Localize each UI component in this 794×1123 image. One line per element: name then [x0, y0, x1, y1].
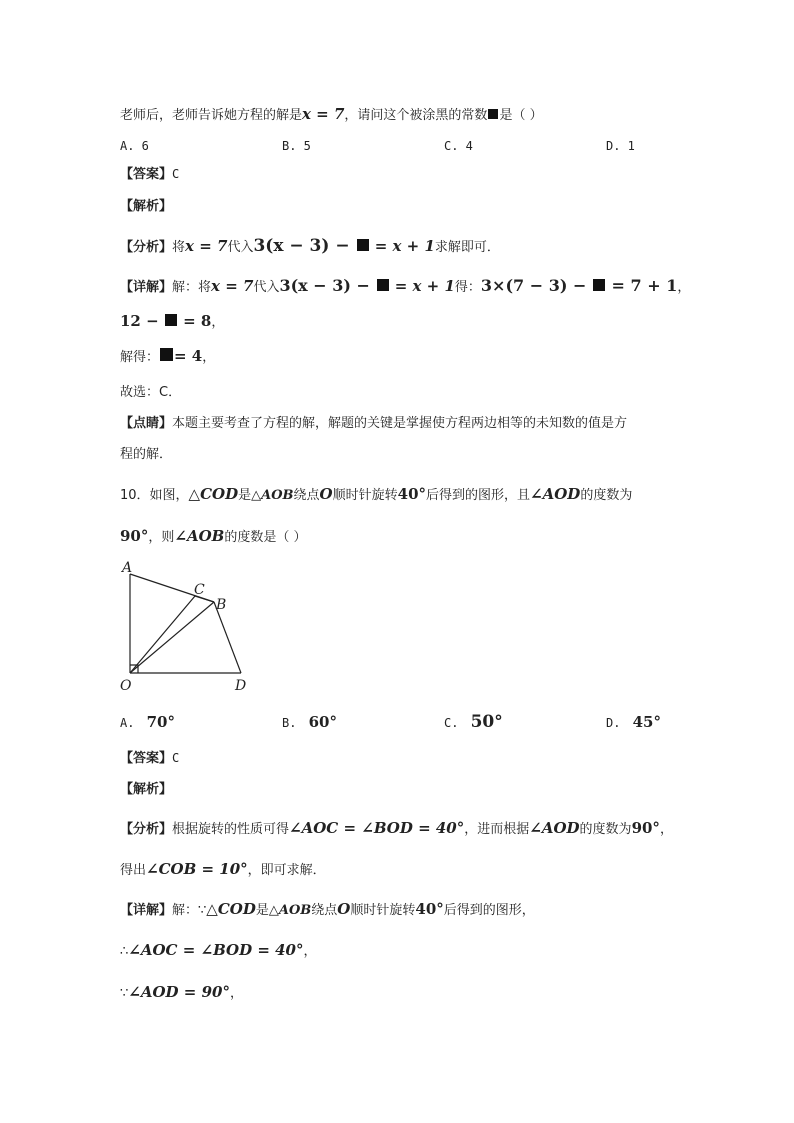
blacked-constant-icon — [165, 314, 177, 326]
because-icon: ∵ — [120, 986, 129, 1001]
q9-option-a: A. 6 — [120, 139, 149, 153]
q9-xiangjie-text-c: 得： — [454, 280, 481, 295]
q9-answer-line — [120, 164, 179, 185]
q10-analysis-label: 【解析】 — [120, 782, 173, 797]
q10-analysis-tag — [120, 780, 172, 800]
q10-xiangjie-a: 解：∵ — [172, 903, 207, 918]
q10-xiangjie-is: 是 — [255, 903, 269, 918]
q10-rot-c: 后得到的图形，且 — [426, 488, 531, 503]
q10-ask: 的度数是（ ） — [224, 530, 307, 545]
q9-xiangjie-eq-a: 3(x − 3) − — [279, 276, 376, 295]
q9-jiede-b: = 4 — [174, 347, 203, 365]
q10-rot-a: 绕点 — [293, 488, 320, 503]
rotation-figure — [110, 556, 260, 696]
q9-xiangjie-text-b: 代入 — [253, 280, 280, 295]
q10-angle-aod: ∠AOD — [530, 485, 581, 503]
q10-answer-tag: 【答案】 — [120, 751, 173, 766]
q10-dechu-line — [120, 859, 326, 881]
q9-option-d: D. 1 — [606, 139, 635, 153]
q10-xiangjie-b: 绕点 — [311, 903, 338, 918]
q9-fenxi-text-c: 求解即可． — [434, 240, 500, 255]
q10-stem-line — [120, 484, 632, 506]
q10-dechu-a: 得出 — [120, 863, 147, 878]
q10-fenxi-c: 的度数为 — [579, 822, 632, 837]
q9-fenxi-eq-b: = x + 1 — [369, 237, 435, 255]
q10-option-c-value: 50° — [470, 712, 503, 732]
q10-xiangjie-tag: 【详解】 — [120, 903, 173, 918]
q10-therefore-eq: ∠AOC = ∠BOD = 40° — [128, 941, 304, 959]
q9-xiangjie-eq-b: = x + 1 — [389, 277, 455, 295]
q9-answer-tag: 【答案】 — [120, 167, 173, 182]
q9-dianjing-line — [120, 414, 627, 434]
q10-stem-line-2 — [120, 526, 306, 548]
q10-tri-cod: △COD — [188, 485, 239, 503]
q9-xiangjie-eq2-a: 3×(7 − 3) − — [480, 276, 592, 295]
q9-guxuan: 故选：C． — [120, 385, 182, 400]
q10-rot-b: 顺时针旋转 — [332, 488, 398, 503]
q10-fenxi-tag: 【分析】 — [120, 822, 173, 837]
q10-angle-aob: ∠AOB — [174, 527, 225, 545]
q10-xiangjie-c: 顺时针旋转 — [350, 903, 416, 918]
q10-answer: C — [172, 751, 180, 765]
q10-dechu-b: ，即可求解． — [247, 863, 326, 878]
q9-xiangjie-comma: ， — [677, 280, 691, 295]
q10-option-d — [606, 712, 661, 734]
q10-therefore-line — [120, 940, 317, 962]
q10-xiangjie-40: 40° — [415, 900, 444, 918]
q9-stem-text-a: 老师后，老师告诉她方程的解是 — [120, 108, 303, 123]
blacked-constant-icon — [357, 239, 369, 251]
q9-stem-text-b: ，请问这个被涂黑的常数 — [344, 108, 488, 123]
q9-fenxi-line — [120, 236, 500, 258]
q10-because-line — [120, 982, 243, 1004]
label-c: C — [194, 582, 205, 598]
q9-line12-c: ， — [211, 315, 225, 330]
q9-dianjing-b: 程的解． — [120, 447, 173, 462]
q9-fenxi-x7: x = 7 — [185, 237, 228, 255]
q10-fenxi-line — [120, 818, 673, 840]
q10-option-d-value: 45° — [632, 713, 661, 731]
q10-answer-line — [120, 748, 179, 769]
q9-xiangjie-text-a: 解：将 — [172, 280, 212, 295]
q10-option-d-label: D. — [606, 716, 621, 730]
q9-analysis-label: 【解析】 — [120, 199, 173, 214]
segment-ob — [130, 602, 214, 673]
q9-xiangjie-x7: x = 7 — [211, 277, 254, 295]
q9-xiangjie-line — [120, 276, 690, 298]
q10-fenxi-eq: ∠AOC = ∠BOD = 40° — [289, 819, 465, 837]
q10-deg40: 40° — [397, 485, 427, 503]
q9-xiangjie-eq2-b: = 7 + 1 — [605, 276, 678, 295]
q9-answer: C — [172, 167, 180, 181]
q9-dianjing-a: 本题主要考查了方程的解，解题的关键是掌握使方程两边相等的未知数的值是方 — [172, 416, 628, 431]
q9-line12-b: = 8 — [177, 312, 212, 330]
q9-option-b: B. 5 — [282, 139, 311, 153]
q9-fenxi-text-a: 将 — [172, 240, 186, 255]
label-o: O — [120, 678, 132, 694]
segment-oc — [130, 596, 195, 673]
q10-option-b-label: B. — [282, 716, 297, 730]
q10-option-a-value: 70° — [146, 713, 175, 731]
q9-option-c: C. 4 — [444, 139, 473, 153]
blacked-constant-icon — [488, 109, 498, 119]
q10-xiangjie-aob: △AOB — [268, 903, 312, 918]
q10-xiangjie-d: 后得到的图形， — [443, 903, 535, 918]
q10-rot-d: 的度数为 — [580, 488, 633, 503]
q10-option-c-label: C. — [444, 716, 459, 730]
q10-tri-aob: △AOB — [251, 488, 294, 503]
q10-xiangjie-line — [120, 899, 535, 921]
q10-fenxi-b: ，进而根据 — [464, 822, 530, 837]
q9-stem-line — [120, 104, 543, 126]
q9-line-12 — [120, 311, 224, 333]
blacked-constant-icon — [377, 279, 389, 291]
blacked-constant-icon — [160, 348, 173, 361]
therefore-icon: ∴ — [120, 944, 129, 959]
q10-option-b — [282, 712, 337, 734]
q10-therefore-end: ， — [303, 944, 317, 959]
q9-jiede-a: 解得： — [120, 350, 160, 365]
q10-xiangjie-o: O — [337, 900, 351, 918]
q9-line12-a: 12 − — [120, 312, 164, 330]
q9-jiede-line — [120, 346, 215, 368]
q10-option-c — [444, 712, 503, 734]
q9-fenxi-text-b: 代入 — [227, 240, 254, 255]
q10-fenxi-a: 根据旋转的性质可得 — [172, 822, 290, 837]
label-a: A — [122, 560, 133, 576]
q10-fenxi-90: 90° — [631, 819, 660, 837]
q10-point-o: O — [319, 485, 333, 503]
q9-dianjing-tag: 【点睛】 — [120, 416, 173, 431]
q10-ze: ，则 — [148, 530, 175, 545]
q9-analysis-tag — [120, 197, 172, 217]
q10-option-a-label: A. — [120, 716, 135, 730]
q10-option-a — [120, 712, 175, 734]
label-d: D — [235, 678, 247, 694]
q9-fenxi-eq-a: 3(x − 3) − — [253, 236, 356, 256]
q10-fenxi-d: ， — [659, 822, 673, 837]
q9-fenxi-tag: 【分析】 — [120, 240, 173, 255]
q10-dechu-eq: ∠COB = 10° — [146, 860, 248, 878]
q10-is: 是 — [238, 488, 252, 503]
q10-fenxi-aod: ∠AOD — [529, 819, 580, 837]
blacked-constant-icon — [593, 279, 605, 291]
q9-xiangjie-tag: 【详解】 — [120, 280, 173, 295]
q9-stem-text-c: 是（ ） — [499, 108, 543, 123]
q10-xiangjie-cod: △COD — [206, 900, 256, 918]
q9-solution-x7: x = 7 — [302, 105, 345, 123]
q10-number: 10．如图， — [120, 488, 189, 503]
q10-option-b-value: 60° — [308, 713, 337, 731]
q9-jiede-c: ， — [202, 350, 216, 365]
q10-because-end: ， — [229, 986, 243, 1001]
q10-deg90: 90° — [120, 527, 149, 545]
label-b: B — [216, 597, 227, 613]
q10-because-eq: ∠AOD = 90° — [128, 983, 230, 1001]
